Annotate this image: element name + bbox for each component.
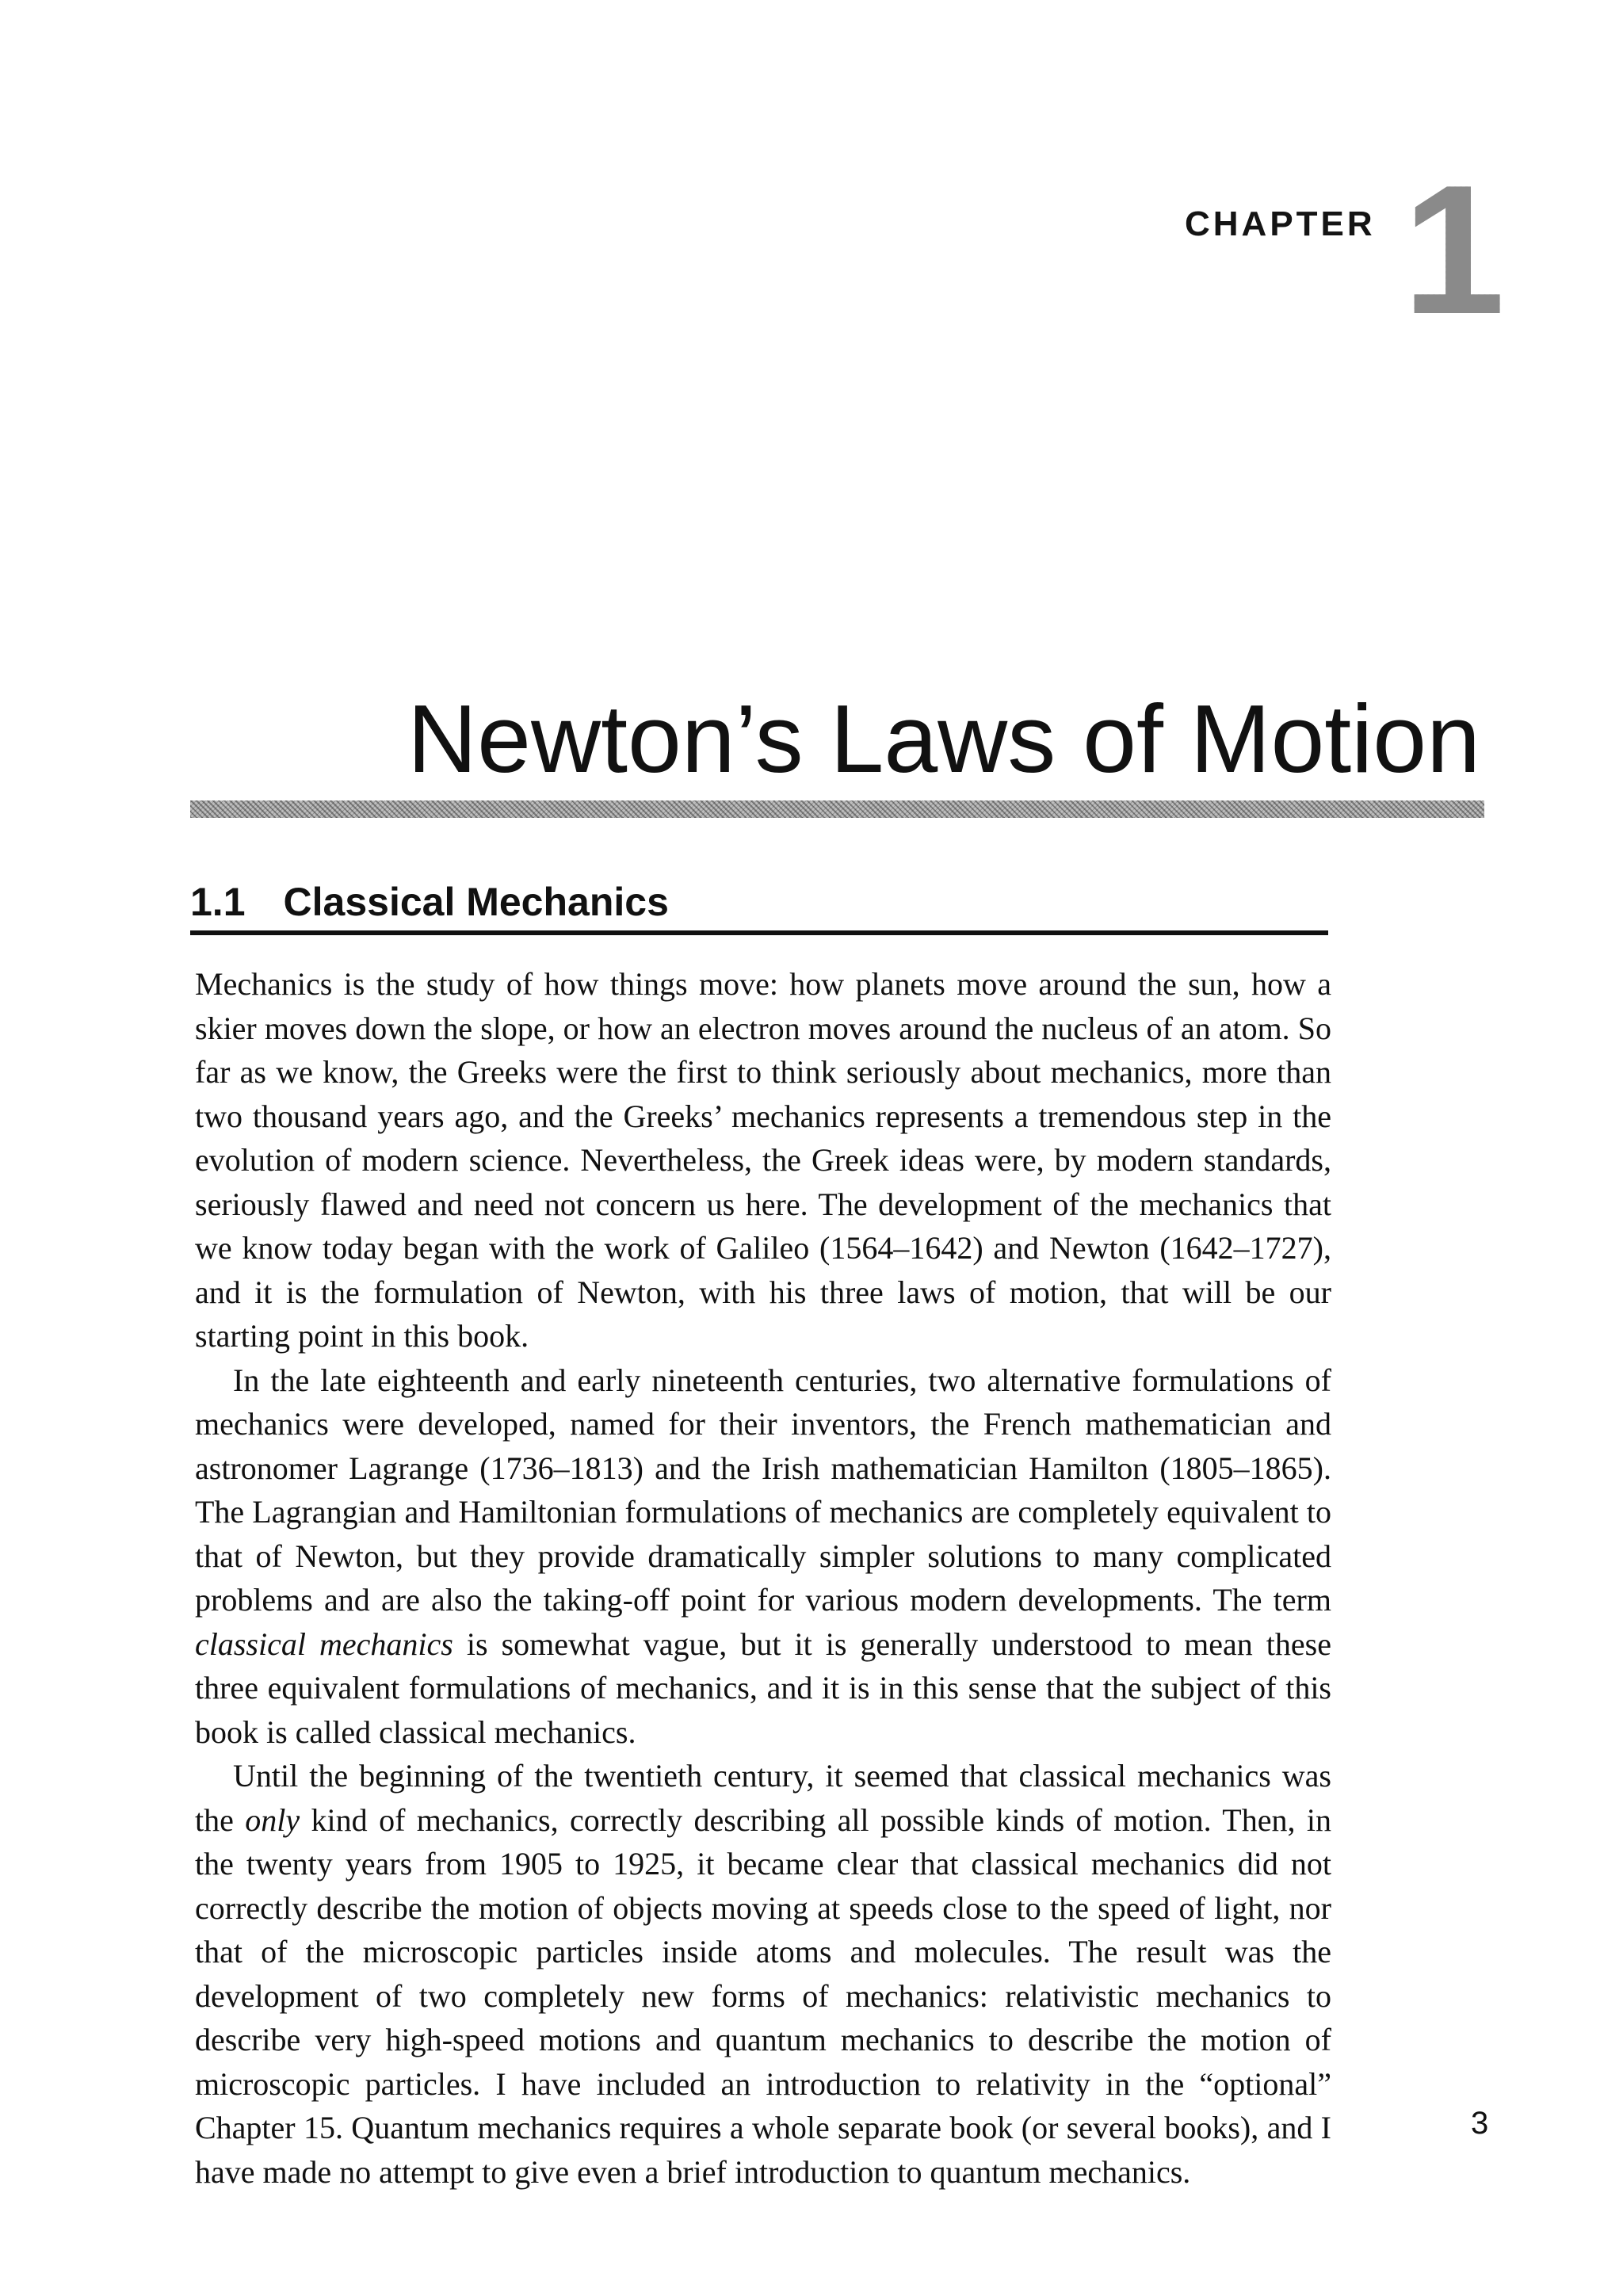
chapter-label: CHAPTER [1185,204,1376,243]
section-rule [190,930,1328,935]
paragraph-text: Until the beginning of the twentieth century, it seemed that classical mechanics was the [195,1758,1331,1838]
title-rule [190,800,1484,818]
paragraph-text: Mechanics is the study of how things move: how planets move around the sun, how a skier moves down the slope, or how an electron moves around the nucleus of an atom. So far as we know, the Greeks were the first to think seriously about mechanics, more than two thousand years ago, and the Greeks’ mechanics represents a tremendous step in the evolution of modern science. Nevertheless, the Greek ideas were, by modern standards, seriously flawed and need not concern us here. The development of the mechanics that we know today began with the work of Galileo (1564–1642) and Newton (1642–1727), and it is the formulation of Newton, with his three laws of motion, that will be our starting point in this book. [195,966,1331,1354]
chapter-title: Newton’s Laws of Motion [407,685,1480,793]
body-text [195,962,1331,2194]
paragraph-text: In the late eighteenth and early nineteenth centuries, two alternative formulations of mechanics were developed, named for their inventors, the French mathematician and astronomer Lagrange (1736–1813) and the Irish mathematician Hamilton (1805–1865). The Lagrangian and Hamiltonian formulations of mechanics are completely equivalent to that of Newton, but they provide dramatically simpler solutions to many complicated problems and are also the taking-off point for various modern developments. The term [195,1362,1331,1618]
paragraph-text: is somewhat vague, but it is generally understood to mean these three equivalent formulations of mechanics, and it is in this sense that the subject of this book is called classical mechanics. [195,1626,1331,1750]
page-number: 3 [1471,2106,1489,2141]
section-title: Classical Mechanics [283,880,669,924]
paragraph-1 [195,962,1331,1358]
paragraph-3 [195,1754,1331,2194]
section-number: 1.1 [190,880,246,924]
emphasis-term: classical mechanics [195,1626,453,1662]
paragraph-text: kind of mechanics, correctly describing all possible kinds of motion. Then, in the twenty years from 1905 to 1925, it became clear that classical mechanics did not correctly describe the motion of objects moving at speeds close to the speed of light, nor that of the microscopic particles inside atoms and molecules. The result was the development of two completely new forms of mechanics: relativistic mechanics to describe very high-speed motions and quantum mechanics to describe the motion of microscopic particles. I have included an introduction to relativity in the “optional” Chapter 15. Quantum mechanics requires a whole separate book (or several books), and I have made no attempt to give even a brief introduction to quantum mechanics. [195,1801,1331,2190]
chapter-number: 1 [1403,147,1506,353]
emphasis-term: only [245,1801,300,1838]
section-heading [190,878,669,926]
paragraph-2 [195,1358,1331,1755]
